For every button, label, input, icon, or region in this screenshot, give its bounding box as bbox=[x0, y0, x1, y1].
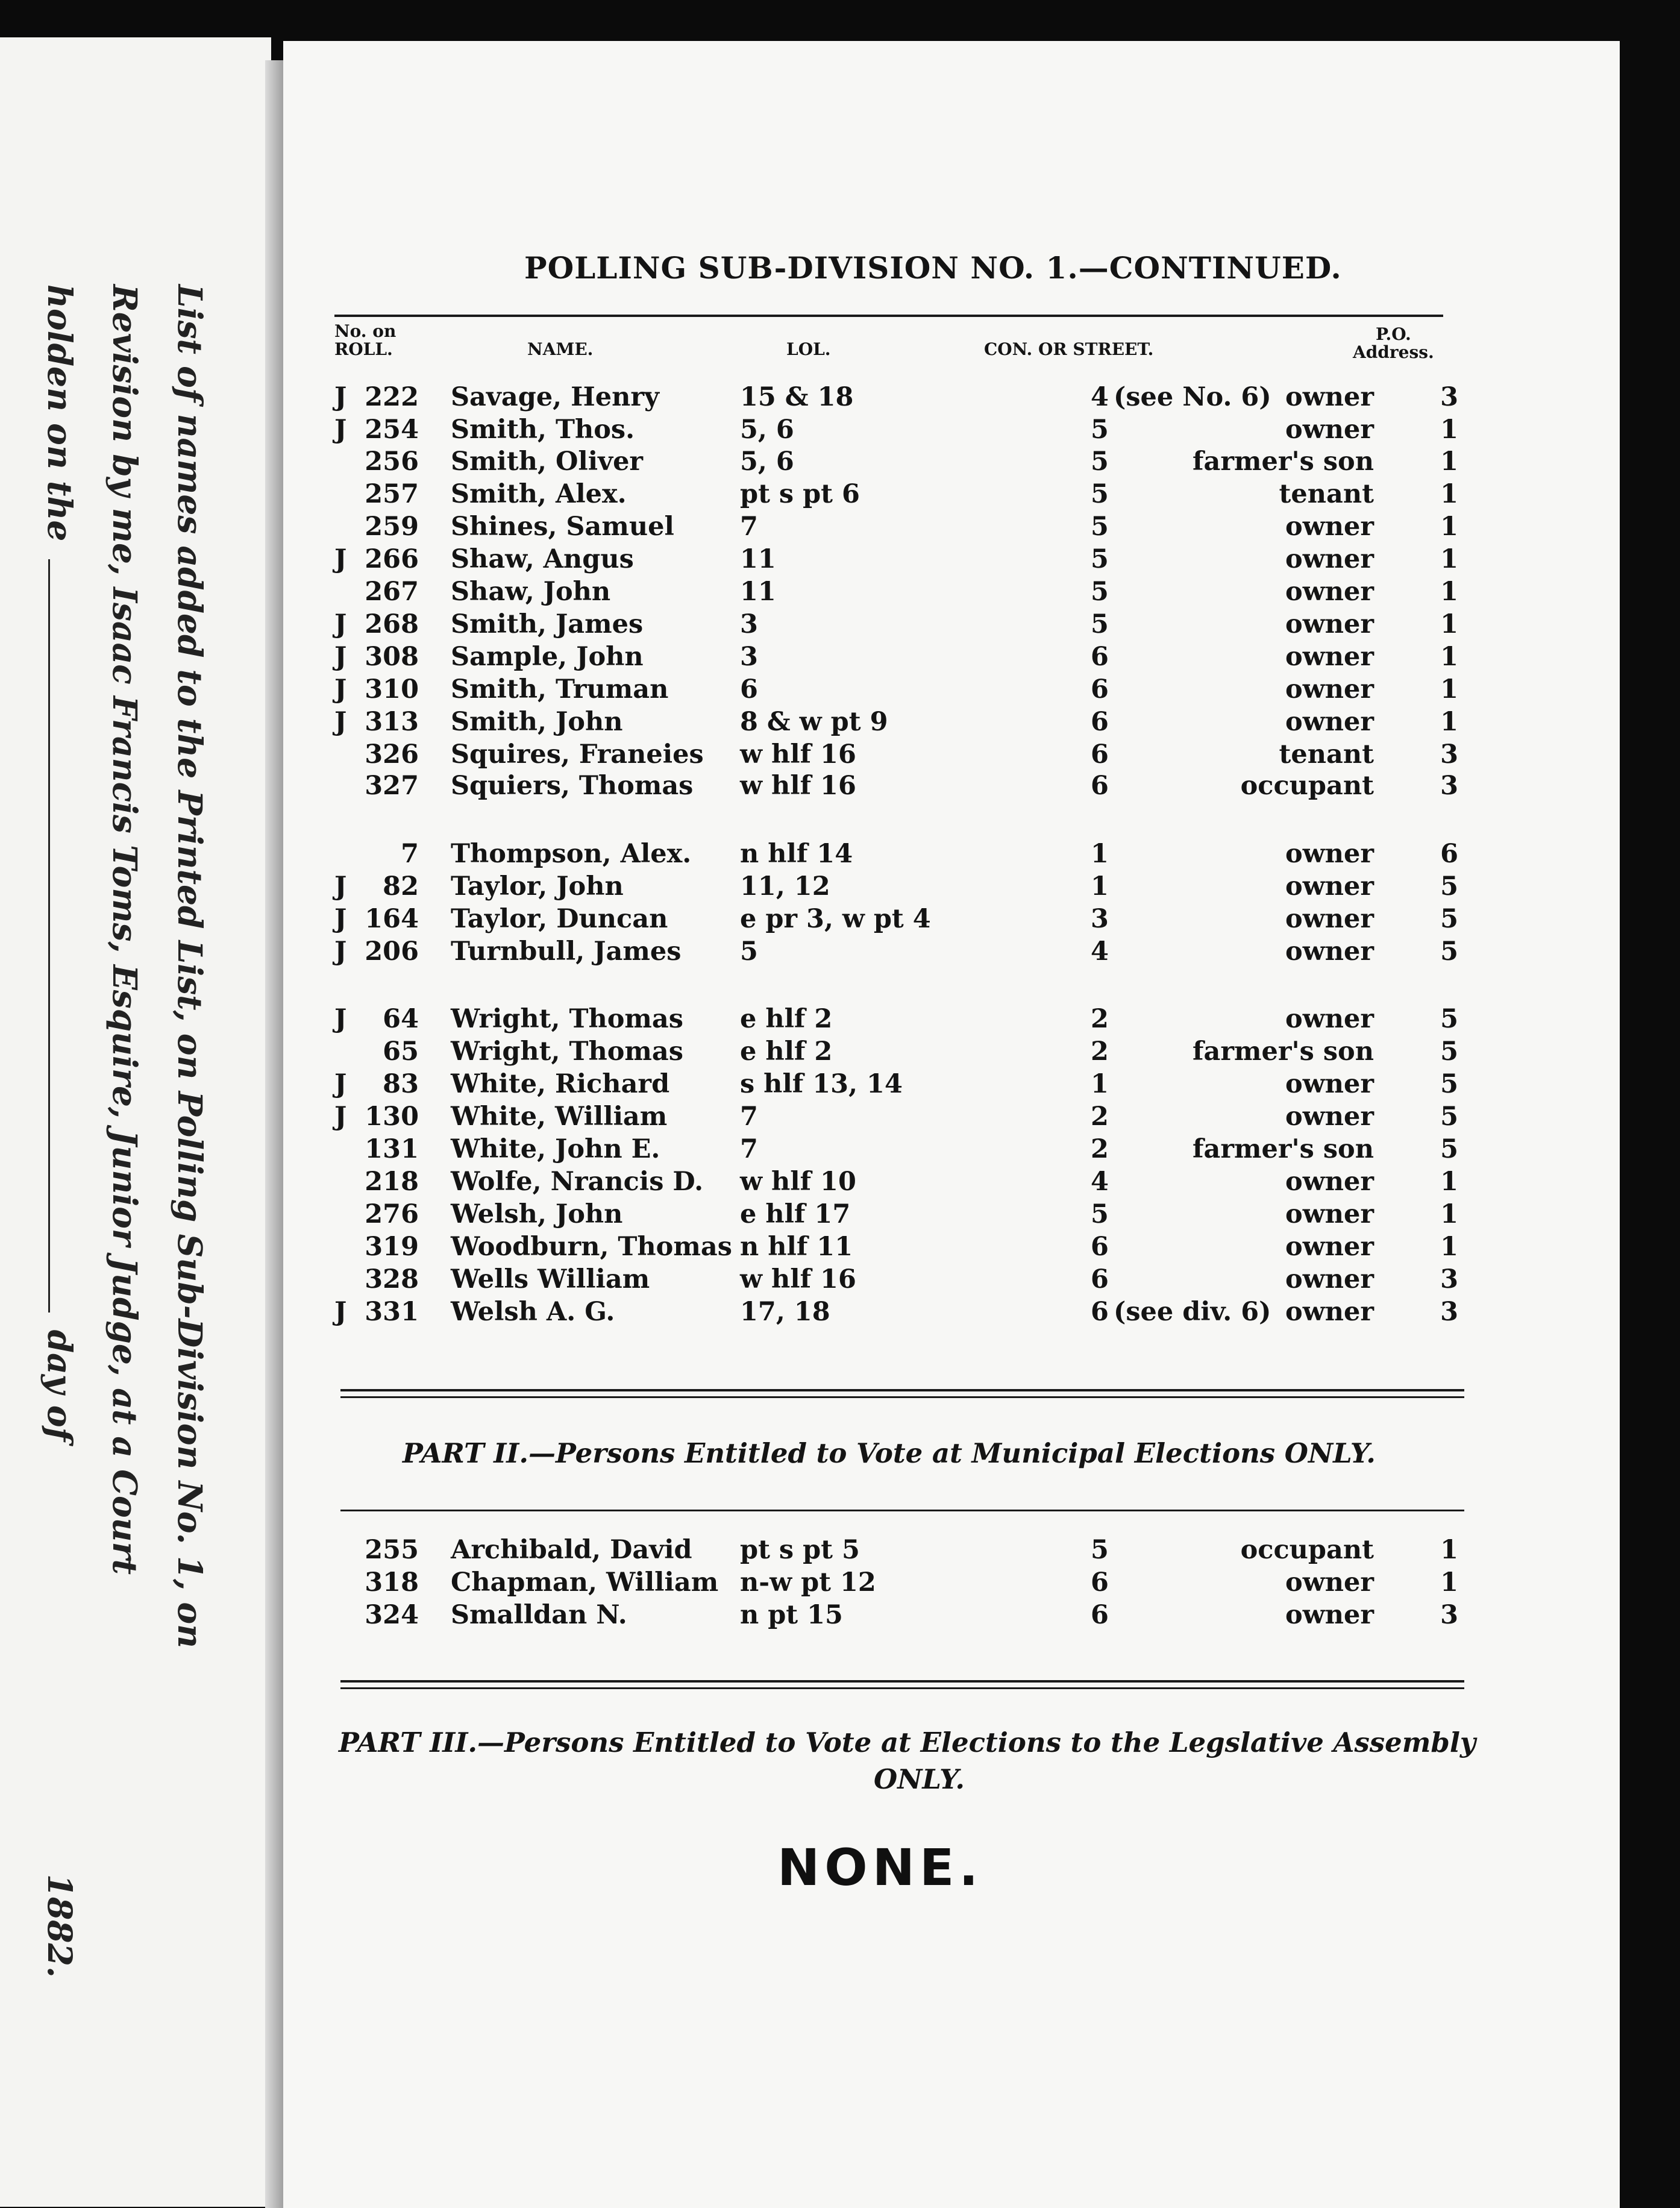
cell-occ: farmer's son bbox=[1192, 1134, 1374, 1164]
cell-po: 1 bbox=[1440, 415, 1458, 445]
cell-lot: 7 bbox=[740, 1134, 758, 1164]
cell-lot: 6 bbox=[740, 674, 758, 704]
cell-j: J bbox=[334, 609, 347, 639]
cell-name: Smith, Truman bbox=[451, 674, 669, 704]
part2-title: PART II.—Persons Entitled to Vote at Municipal Elections ONLY. bbox=[403, 1437, 1376, 1469]
cell-name: Woodburn, Thomas bbox=[451, 1232, 732, 1262]
cell-po: 1 bbox=[1440, 577, 1458, 607]
cell-occ: owner bbox=[1285, 839, 1374, 869]
cell-name: White, John E. bbox=[451, 1134, 660, 1164]
cell-name: Wright, Thomas bbox=[451, 1004, 683, 1034]
header-lot: LOL. bbox=[786, 339, 831, 359]
cell-po: 1 bbox=[1440, 674, 1458, 704]
cell-po: 5 bbox=[1440, 904, 1458, 934]
cell-no: 131 bbox=[365, 1134, 419, 1164]
cell-po: 1 bbox=[1440, 1567, 1458, 1598]
table-row bbox=[0, 838, 1680, 870]
part2-rule-1 bbox=[340, 1389, 1464, 1391]
part3-title: PART III.—Persons Entitled to Vote at Elections to the Legslative Assembly bbox=[339, 1727, 1476, 1758]
table-row bbox=[0, 706, 1680, 738]
table-row bbox=[0, 673, 1680, 706]
page-title: POLLING SUB-DIVISION NO. 1.—CONTINUED. bbox=[524, 250, 1342, 286]
cell-no: 308 bbox=[365, 642, 419, 672]
cell-con: 4 bbox=[1091, 1167, 1109, 1197]
cell-name: Smith, Thos. bbox=[451, 415, 635, 445]
cell-lot: 3 bbox=[740, 642, 758, 672]
cell-lot: 5, 6 bbox=[740, 447, 794, 477]
cell-name: White, Richard bbox=[451, 1069, 670, 1099]
table-row bbox=[0, 870, 1680, 903]
holden-on-label: holden on the bbox=[40, 284, 80, 542]
cell-occ: owner bbox=[1285, 1297, 1374, 1327]
cell-po: 3 bbox=[1440, 739, 1458, 770]
cell-lot: n pt 15 bbox=[740, 1600, 843, 1630]
cell-occ: owner bbox=[1285, 1199, 1374, 1229]
day-of-label: day of bbox=[40, 1329, 80, 1442]
header-po-line1: P.O. bbox=[1376, 324, 1411, 344]
table-row bbox=[0, 1231, 1680, 1263]
cell-no: 7 bbox=[401, 839, 419, 869]
cell-name: Welsh A. G. bbox=[451, 1297, 615, 1327]
cell-note: (see No. 6) bbox=[1114, 382, 1271, 412]
cell-occ: owner bbox=[1285, 707, 1374, 737]
cell-name: Taylor, Duncan bbox=[451, 904, 668, 934]
cell-occ: owner bbox=[1285, 642, 1374, 672]
table-row bbox=[0, 903, 1680, 935]
cell-j: J bbox=[334, 871, 347, 902]
table-row bbox=[0, 1133, 1680, 1165]
cell-name: Squires, Franeies bbox=[451, 739, 704, 770]
year-label: 1882. bbox=[40, 1874, 80, 1978]
cell-name: Shaw, John bbox=[451, 577, 611, 607]
cell-name: Thompson, Alex. bbox=[451, 839, 692, 869]
cell-j: J bbox=[334, 707, 347, 737]
cell-occ: owner bbox=[1285, 1069, 1374, 1099]
cell-occ: owner bbox=[1285, 1600, 1374, 1630]
cell-no: 254 bbox=[365, 415, 419, 445]
cell-con: 6 bbox=[1091, 1264, 1109, 1294]
cell-no: 267 bbox=[365, 577, 419, 607]
cell-po: 5 bbox=[1440, 1102, 1458, 1132]
cell-occ: owner bbox=[1285, 1567, 1374, 1598]
cell-j: J bbox=[334, 544, 347, 574]
cell-lot: n-w pt 12 bbox=[740, 1567, 876, 1598]
cell-lot: 5 bbox=[740, 936, 758, 967]
cell-lot: 11 bbox=[740, 544, 776, 574]
cell-occ: owner bbox=[1285, 577, 1374, 607]
cell-no: 331 bbox=[365, 1297, 419, 1327]
cell-no: 324 bbox=[365, 1600, 419, 1630]
cell-occ: owner bbox=[1285, 1102, 1374, 1132]
revision-note-line-2: Revision by me, Isaac Francis Toms, Esquire, Junior Judge, at a Court bbox=[105, 284, 145, 1575]
cell-po: 5 bbox=[1440, 871, 1458, 902]
table-row bbox=[0, 1198, 1680, 1231]
part2-rule-2 bbox=[340, 1396, 1464, 1398]
cell-occ: owner bbox=[1285, 382, 1374, 412]
header-no-line1: No. on bbox=[334, 321, 396, 341]
cell-lot: e hlf 2 bbox=[740, 1004, 833, 1034]
table-row bbox=[0, 1566, 1680, 1599]
cell-po: 3 bbox=[1440, 1264, 1458, 1294]
cell-no: 130 bbox=[365, 1102, 419, 1132]
cell-lot: pt s pt 6 bbox=[740, 479, 860, 509]
table-row bbox=[0, 770, 1680, 802]
cell-po: 1 bbox=[1440, 609, 1458, 639]
part2-table-rule bbox=[340, 1510, 1464, 1511]
table-row bbox=[0, 1534, 1680, 1566]
cell-occ: owner bbox=[1285, 1167, 1374, 1197]
cell-occ: occupant bbox=[1240, 1535, 1374, 1565]
cell-con: 5 bbox=[1091, 544, 1109, 574]
cell-po: 5 bbox=[1440, 936, 1458, 967]
cell-con: 6 bbox=[1091, 771, 1109, 801]
cell-po: 1 bbox=[1440, 1535, 1458, 1565]
table-row bbox=[0, 1165, 1680, 1198]
cell-j: J bbox=[334, 1004, 347, 1034]
cell-name: Smith, Alex. bbox=[451, 479, 627, 509]
cell-lot: 5, 6 bbox=[740, 415, 794, 445]
cell-con: 6 bbox=[1091, 642, 1109, 672]
cell-po: 6 bbox=[1440, 839, 1458, 869]
cell-no: 326 bbox=[365, 739, 419, 770]
cell-po: 1 bbox=[1440, 1167, 1458, 1197]
cell-con: 1 bbox=[1091, 871, 1109, 902]
none-label: NONE. bbox=[777, 1838, 983, 1897]
cell-occ: farmer's son bbox=[1192, 447, 1374, 477]
cell-occ: owner bbox=[1285, 415, 1374, 445]
cell-po: 3 bbox=[1440, 1297, 1458, 1327]
cell-name: Smalldan N. bbox=[451, 1600, 627, 1630]
cell-con: 5 bbox=[1091, 479, 1109, 509]
table-row bbox=[0, 1068, 1680, 1100]
cell-con: 1 bbox=[1091, 1069, 1109, 1099]
cell-no: 164 bbox=[365, 904, 419, 934]
revision-note-line-1: List of names added to the Printed List, on Polling Sub-Division No. 1, on bbox=[171, 284, 210, 1649]
table-row bbox=[0, 576, 1680, 608]
cell-lot: 3 bbox=[740, 609, 758, 639]
cell-lot: w hlf 16 bbox=[740, 1264, 856, 1294]
cell-lot: pt s pt 5 bbox=[740, 1535, 860, 1565]
cell-no: 257 bbox=[365, 479, 419, 509]
header-top-rule bbox=[334, 315, 1443, 317]
cell-po: 3 bbox=[1440, 382, 1458, 412]
cell-name: Archibald, David bbox=[451, 1535, 692, 1565]
cell-con: 5 bbox=[1091, 577, 1109, 607]
cell-lot: e hlf 17 bbox=[740, 1199, 851, 1229]
cell-name: Smith, James bbox=[451, 609, 644, 639]
cell-con: 5 bbox=[1091, 447, 1109, 477]
cell-j: J bbox=[334, 415, 347, 445]
cell-con: 2 bbox=[1091, 1037, 1109, 1067]
cell-po: 5 bbox=[1440, 1037, 1458, 1067]
cell-occ: tenant bbox=[1279, 479, 1374, 509]
cell-con: 6 bbox=[1091, 739, 1109, 770]
cell-po: 1 bbox=[1440, 447, 1458, 477]
cell-occ: owner bbox=[1285, 1232, 1374, 1262]
cell-po: 1 bbox=[1440, 642, 1458, 672]
cell-po: 1 bbox=[1440, 1232, 1458, 1262]
table-row bbox=[0, 1100, 1680, 1133]
cell-no: 64 bbox=[383, 1004, 419, 1034]
cell-j: J bbox=[334, 1297, 347, 1327]
cell-name: Wolfe, Nrancis D. bbox=[451, 1167, 704, 1197]
cell-con: 6 bbox=[1091, 674, 1109, 704]
cell-lot: 11, 12 bbox=[740, 871, 830, 902]
cell-po: 3 bbox=[1440, 1600, 1458, 1630]
cell-con: 3 bbox=[1091, 904, 1109, 934]
cell-occ: owner bbox=[1285, 674, 1374, 704]
table-row bbox=[0, 510, 1680, 543]
cell-name: Smith, John bbox=[451, 707, 623, 737]
cell-lot: 7 bbox=[740, 1102, 758, 1132]
cell-lot: e pr 3, w pt 4 bbox=[740, 904, 931, 934]
cell-name: Welsh, John bbox=[451, 1199, 623, 1229]
table-row bbox=[0, 641, 1680, 673]
cell-po: 1 bbox=[1440, 707, 1458, 737]
cell-con: 6 bbox=[1091, 1600, 1109, 1630]
cell-occ: owner bbox=[1285, 544, 1374, 574]
table-row bbox=[0, 1263, 1680, 1296]
cell-con: 4 bbox=[1091, 382, 1109, 412]
cell-occ: owner bbox=[1285, 1004, 1374, 1034]
cell-con: 5 bbox=[1091, 512, 1109, 542]
cell-con: 1 bbox=[1091, 839, 1109, 869]
header-po-address bbox=[1353, 325, 1434, 362]
cell-occ: owner bbox=[1285, 904, 1374, 934]
cell-j: J bbox=[334, 936, 347, 967]
cell-no: 259 bbox=[365, 512, 419, 542]
cell-lot: n hlf 14 bbox=[740, 839, 853, 869]
cell-no: 310 bbox=[365, 674, 419, 704]
part3-only: ONLY. bbox=[874, 1763, 965, 1795]
cell-lot: 11 bbox=[740, 577, 776, 607]
cell-occ: owner bbox=[1285, 512, 1374, 542]
cell-name: Turnbull, James bbox=[451, 936, 682, 967]
cell-con: 5 bbox=[1091, 1535, 1109, 1565]
part3-rule-2 bbox=[340, 1687, 1464, 1689]
cell-lot: s hlf 13, 14 bbox=[740, 1069, 903, 1099]
cell-name: Squiers, Thomas bbox=[451, 771, 694, 801]
cell-no: 82 bbox=[383, 871, 419, 902]
cell-no: 65 bbox=[383, 1037, 419, 1067]
cell-no: 256 bbox=[365, 447, 419, 477]
cell-occ: owner bbox=[1285, 871, 1374, 902]
cell-con: 5 bbox=[1091, 415, 1109, 445]
cell-lot: w hlf 10 bbox=[740, 1167, 856, 1197]
cell-con: 2 bbox=[1091, 1102, 1109, 1132]
table-row bbox=[0, 1035, 1680, 1068]
cell-po: 5 bbox=[1440, 1134, 1458, 1164]
cell-po: 5 bbox=[1440, 1069, 1458, 1099]
cell-con: 6 bbox=[1091, 1297, 1109, 1327]
table-row bbox=[0, 608, 1680, 641]
cell-no: 255 bbox=[365, 1535, 419, 1565]
cell-note: (see div. 6) bbox=[1114, 1297, 1271, 1327]
cell-name: Smith, Oliver bbox=[451, 447, 644, 477]
cell-name: Wright, Thomas bbox=[451, 1037, 683, 1067]
cell-occ: owner bbox=[1285, 1264, 1374, 1294]
cell-po: 1 bbox=[1440, 479, 1458, 509]
cell-con: 2 bbox=[1091, 1134, 1109, 1164]
cell-lot: 17, 18 bbox=[740, 1297, 830, 1327]
cell-con: 2 bbox=[1091, 1004, 1109, 1034]
cell-con: 4 bbox=[1091, 936, 1109, 967]
header-po-line2: Address. bbox=[1353, 342, 1434, 362]
cell-lot: e hlf 2 bbox=[740, 1037, 833, 1067]
cell-no: 319 bbox=[365, 1232, 419, 1262]
cell-no: 276 bbox=[365, 1199, 419, 1229]
cell-con: 6 bbox=[1091, 707, 1109, 737]
table-row bbox=[0, 1599, 1680, 1631]
part3-rule-1 bbox=[340, 1680, 1464, 1683]
header-con-street: CON. OR STREET. bbox=[984, 339, 1154, 359]
cell-po: 3 bbox=[1440, 771, 1458, 801]
cell-name: Sample, John bbox=[451, 642, 644, 672]
cell-occ: tenant bbox=[1279, 739, 1374, 770]
table-row bbox=[0, 1296, 1680, 1328]
table-row bbox=[0, 935, 1680, 968]
cell-lot: w hlf 16 bbox=[740, 739, 856, 770]
cell-no: 327 bbox=[365, 771, 419, 801]
cell-lot: 15 & 18 bbox=[740, 382, 854, 412]
cell-no: 83 bbox=[383, 1069, 419, 1099]
cell-no: 222 bbox=[365, 382, 419, 412]
cell-no: 218 bbox=[365, 1167, 419, 1197]
cell-name: Chapman, William bbox=[451, 1567, 719, 1598]
cell-lot: 7 bbox=[740, 512, 758, 542]
cell-lot: 8 & w pt 9 bbox=[740, 707, 888, 737]
cell-con: 5 bbox=[1091, 1199, 1109, 1229]
cell-no: 313 bbox=[365, 707, 419, 737]
cell-no: 318 bbox=[365, 1567, 419, 1598]
cell-j: J bbox=[334, 1102, 347, 1132]
table-row bbox=[0, 381, 1680, 413]
cell-occ: occupant bbox=[1240, 771, 1374, 801]
cell-con: 6 bbox=[1091, 1232, 1109, 1262]
cell-no: 266 bbox=[365, 544, 419, 574]
cell-po: 1 bbox=[1440, 1199, 1458, 1229]
cell-name: Taylor, John bbox=[451, 871, 624, 902]
cell-no: 206 bbox=[365, 936, 419, 967]
cell-no: 328 bbox=[365, 1264, 419, 1294]
cell-j: J bbox=[334, 642, 347, 672]
cell-po: 1 bbox=[1440, 544, 1458, 574]
table-row bbox=[0, 1003, 1680, 1035]
table-row bbox=[0, 413, 1680, 446]
table-row bbox=[0, 543, 1680, 576]
cell-lot: w hlf 16 bbox=[740, 771, 856, 801]
table-row bbox=[0, 738, 1680, 771]
header-no-line2: ROLL. bbox=[334, 339, 393, 359]
cell-j: J bbox=[334, 1069, 347, 1099]
cell-lot: n hlf 11 bbox=[740, 1232, 853, 1262]
cell-po: 5 bbox=[1440, 1004, 1458, 1034]
cell-name: Shines, Samuel bbox=[451, 512, 674, 542]
cell-occ: farmer's son bbox=[1192, 1037, 1374, 1067]
cell-no: 268 bbox=[365, 609, 419, 639]
cell-j: J bbox=[334, 382, 347, 412]
header-no-on-roll bbox=[334, 322, 396, 359]
cell-occ: owner bbox=[1285, 609, 1374, 639]
cell-name: Shaw, Angus bbox=[451, 544, 634, 574]
header-name: NAME. bbox=[527, 339, 594, 359]
cell-con: 6 bbox=[1091, 1567, 1109, 1598]
cell-con: 5 bbox=[1091, 609, 1109, 639]
table-row bbox=[0, 445, 1680, 478]
cell-name: Savage, Henry bbox=[451, 382, 660, 412]
cell-name: Wells William bbox=[451, 1264, 650, 1294]
table-row bbox=[0, 478, 1680, 510]
cell-po: 1 bbox=[1440, 512, 1458, 542]
cell-occ: owner bbox=[1285, 936, 1374, 967]
cell-j: J bbox=[334, 674, 347, 704]
cell-j: J bbox=[334, 904, 347, 934]
cell-name: White, William bbox=[451, 1102, 668, 1132]
